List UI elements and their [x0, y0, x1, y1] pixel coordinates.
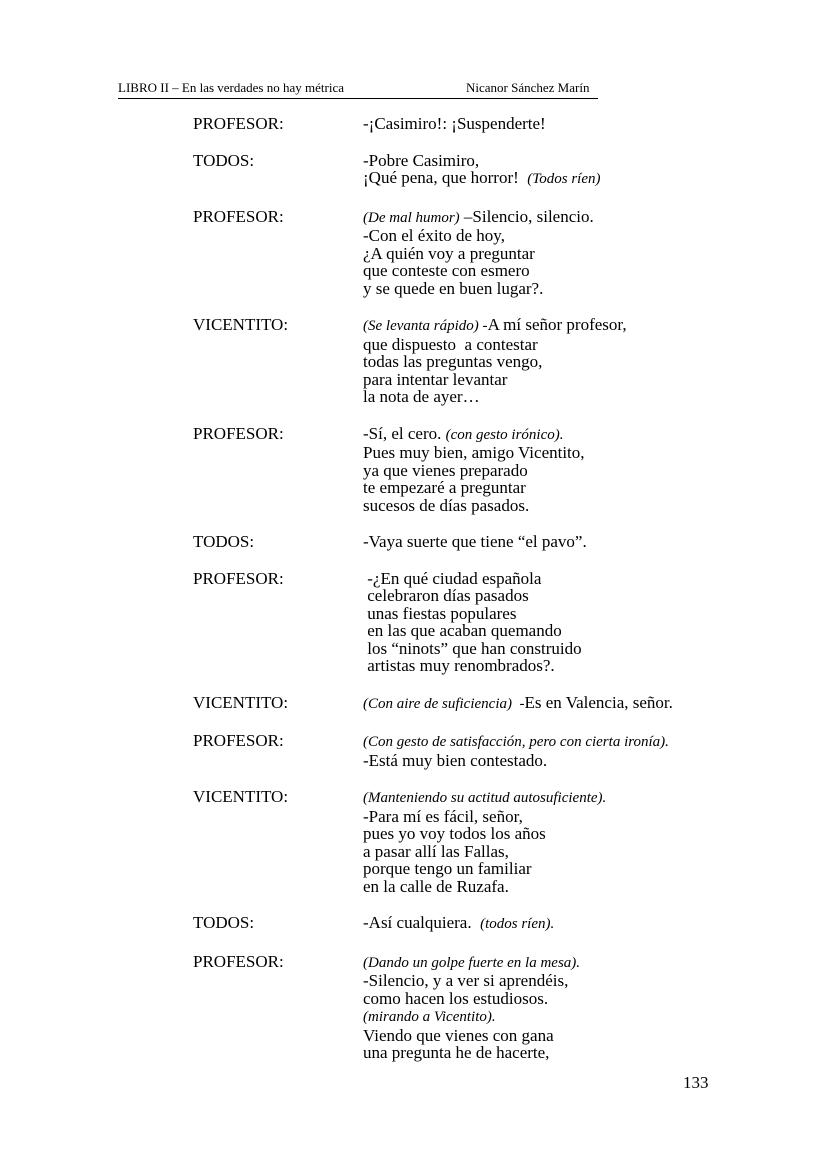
speaker-name: PROFESOR:	[193, 114, 284, 133]
verse-line	[363, 227, 594, 245]
spoken-lines	[363, 953, 580, 1062]
stage-direction: (Con aire de suficiencia) -	[363, 695, 525, 712]
line-text: que dispuesto a contestar	[363, 334, 538, 354]
line-text: -Sí, el cero.	[363, 423, 446, 443]
line-text: ya que vienes preparado	[363, 460, 528, 480]
verse-line	[363, 788, 606, 808]
line-text: en las que acaban quemando	[363, 621, 562, 640]
speaker-name: PROFESOR:	[193, 731, 284, 750]
verse-line	[363, 878, 606, 896]
verse-line	[363, 316, 627, 336]
verse-line	[363, 640, 582, 658]
verse-line	[363, 152, 600, 170]
verse-line	[363, 425, 585, 445]
dialogue-entry	[0, 115, 826, 133]
stage-direction: (Se levanta rápido) -	[363, 318, 488, 334]
dialogue-entry	[0, 914, 826, 934]
line-text: -¿En qué ciudad española	[363, 568, 542, 588]
verse-line	[363, 622, 582, 640]
verse-line	[363, 462, 585, 480]
verse-line	[363, 169, 600, 189]
spoken-lines	[363, 425, 585, 515]
verse-line	[363, 371, 627, 389]
line-text: -Con el éxito de hoy,	[363, 226, 505, 245]
line-text: -Para mí es fácil, señor,	[363, 806, 523, 826]
line-text: pues yo voy todos los años	[363, 824, 546, 843]
dialogue-entry	[0, 953, 826, 1062]
stage-direction: (Manteniendo su actitud autosuficiente).	[363, 790, 607, 806]
line-text: a pasar allí las Fallas,	[363, 841, 509, 861]
spoken-lines	[363, 788, 606, 895]
header-author: Nicanor Sánchez Marín	[466, 80, 590, 95]
line-text: artistas muy renombrados?.	[363, 656, 555, 675]
verse-line	[363, 1027, 580, 1045]
header-book-title: LIBRO II – En las verdades no hay métrica	[118, 80, 344, 95]
page-number: 133	[683, 1073, 709, 1092]
dialogue-entry	[0, 732, 826, 769]
verse-line	[363, 1044, 580, 1062]
speaker-name: TODOS:	[193, 150, 255, 170]
line-text: sucesos de días pasados.	[363, 495, 530, 515]
page-header	[118, 80, 598, 99]
verse-line	[363, 533, 587, 551]
dialogue-entry	[0, 533, 826, 551]
verse-line	[363, 353, 627, 371]
speaker-name: PROFESOR:	[193, 951, 284, 971]
dialogue-entry	[0, 152, 826, 189]
verse-line	[363, 860, 606, 878]
speaker-name: TODOS:	[193, 913, 255, 932]
spoken-lines	[363, 570, 582, 675]
verse-line	[363, 336, 627, 354]
dialogue-entry	[0, 316, 826, 406]
stage-direction: (con gesto irónico).	[445, 426, 564, 443]
line-text: porque tengo un familiar	[363, 859, 532, 878]
dialogue-entry	[0, 425, 826, 515]
verse-line	[363, 115, 546, 133]
dialogue-entry	[0, 208, 826, 298]
verse-line	[363, 497, 585, 515]
line-text: -Vaya suerte que tiene “el pavo”.	[363, 532, 587, 551]
verse-line	[363, 479, 585, 497]
dialogue-entry	[0, 788, 826, 895]
verse-line	[363, 694, 673, 714]
verse-line	[363, 752, 669, 770]
line-text: Viendo que vienes con gana	[363, 1025, 554, 1045]
stage-direction: (todos ríen).	[480, 916, 555, 932]
stage-direction: (Todos ríen)	[527, 171, 601, 187]
verse-line	[363, 732, 669, 752]
line-text: -Está muy bien contestado.	[363, 750, 548, 770]
spoken-lines	[363, 152, 600, 189]
line-text: que conteste con esmero	[363, 261, 530, 280]
speaker-name: VICENTITO:	[193, 315, 289, 334]
line-text: ¡Qué pena, que horror!	[363, 168, 528, 187]
line-text: como hacen los estudiosos.	[363, 988, 549, 1008]
line-text: y se quede en buen lugar?.	[363, 278, 544, 298]
stage-direction: (De mal humor)	[363, 209, 460, 226]
stage-direction: (Con gesto de satisfacción, pero con cierta ironía).	[363, 734, 669, 750]
verse-line	[363, 444, 585, 462]
verse-line	[363, 245, 594, 263]
spoken-lines	[363, 732, 669, 769]
spoken-lines	[363, 208, 594, 298]
speaker-name: PROFESOR:	[193, 206, 284, 226]
line-text: -Pobre Casimiro,	[363, 150, 480, 170]
speaker-name: VICENTITO:	[193, 692, 289, 712]
line-text: -¡Casimiro!: ¡Suspenderte!	[363, 114, 546, 133]
verse-line	[363, 843, 606, 861]
speaker-name: VICENTITO:	[193, 787, 289, 806]
spoken-lines	[363, 694, 673, 714]
speaker-name: PROFESOR:	[193, 423, 284, 443]
dialogue-entry	[0, 694, 826, 714]
spoken-lines	[363, 115, 546, 133]
line-text: los “ninots” que han construido	[363, 638, 582, 658]
line-text: A mí señor profesor,	[487, 315, 627, 334]
verse-line	[363, 570, 582, 588]
line-text: unas fiestas populares	[363, 603, 517, 623]
line-text: ¿A quién voy a preguntar	[363, 243, 535, 263]
stage-direction: (Dando un golpe fuerte en la mesa).	[363, 954, 581, 971]
verse-line	[363, 953, 580, 973]
line-text: la nota de ayer…	[363, 387, 480, 406]
verse-line	[363, 262, 594, 280]
line-text: –Silencio, silencio.	[459, 206, 594, 226]
dialogue-body	[0, 115, 826, 1081]
verse-line	[363, 808, 606, 826]
verse-line	[363, 1007, 580, 1027]
dialogue-entry	[0, 570, 826, 675]
line-text: -Así cualquiera.	[363, 913, 481, 932]
line-text: -Silencio, y a ver si aprendéis,	[363, 971, 569, 990]
speaker-name: PROFESOR:	[193, 568, 284, 588]
verse-line	[363, 972, 580, 990]
line-text: celebraron días pasados	[363, 586, 529, 605]
line-text: para intentar levantar	[363, 369, 508, 389]
verse-line	[363, 388, 627, 406]
verse-line	[363, 914, 554, 934]
spoken-lines	[363, 914, 554, 934]
verse-line	[363, 657, 582, 675]
line-text: en la calle de Ruzafa.	[363, 876, 509, 896]
verse-line	[363, 825, 606, 843]
verse-line	[363, 208, 594, 228]
line-text: Es en Valencia, señor.	[524, 692, 673, 712]
spoken-lines	[363, 533, 587, 551]
stage-direction: (mirando a Vicentito).	[363, 1009, 496, 1025]
verse-line	[363, 990, 580, 1008]
line-text: Pues muy bien, amigo Vicentito,	[363, 443, 585, 462]
speaker-name: TODOS:	[193, 532, 255, 551]
line-text: una pregunta he de hacerte,	[363, 1043, 550, 1062]
verse-line	[363, 605, 582, 623]
line-text: te empezaré a preguntar	[363, 478, 526, 497]
line-text: todas las preguntas vengo,	[363, 352, 543, 371]
verse-line	[363, 280, 594, 298]
verse-line	[363, 587, 582, 605]
spoken-lines	[363, 316, 627, 406]
